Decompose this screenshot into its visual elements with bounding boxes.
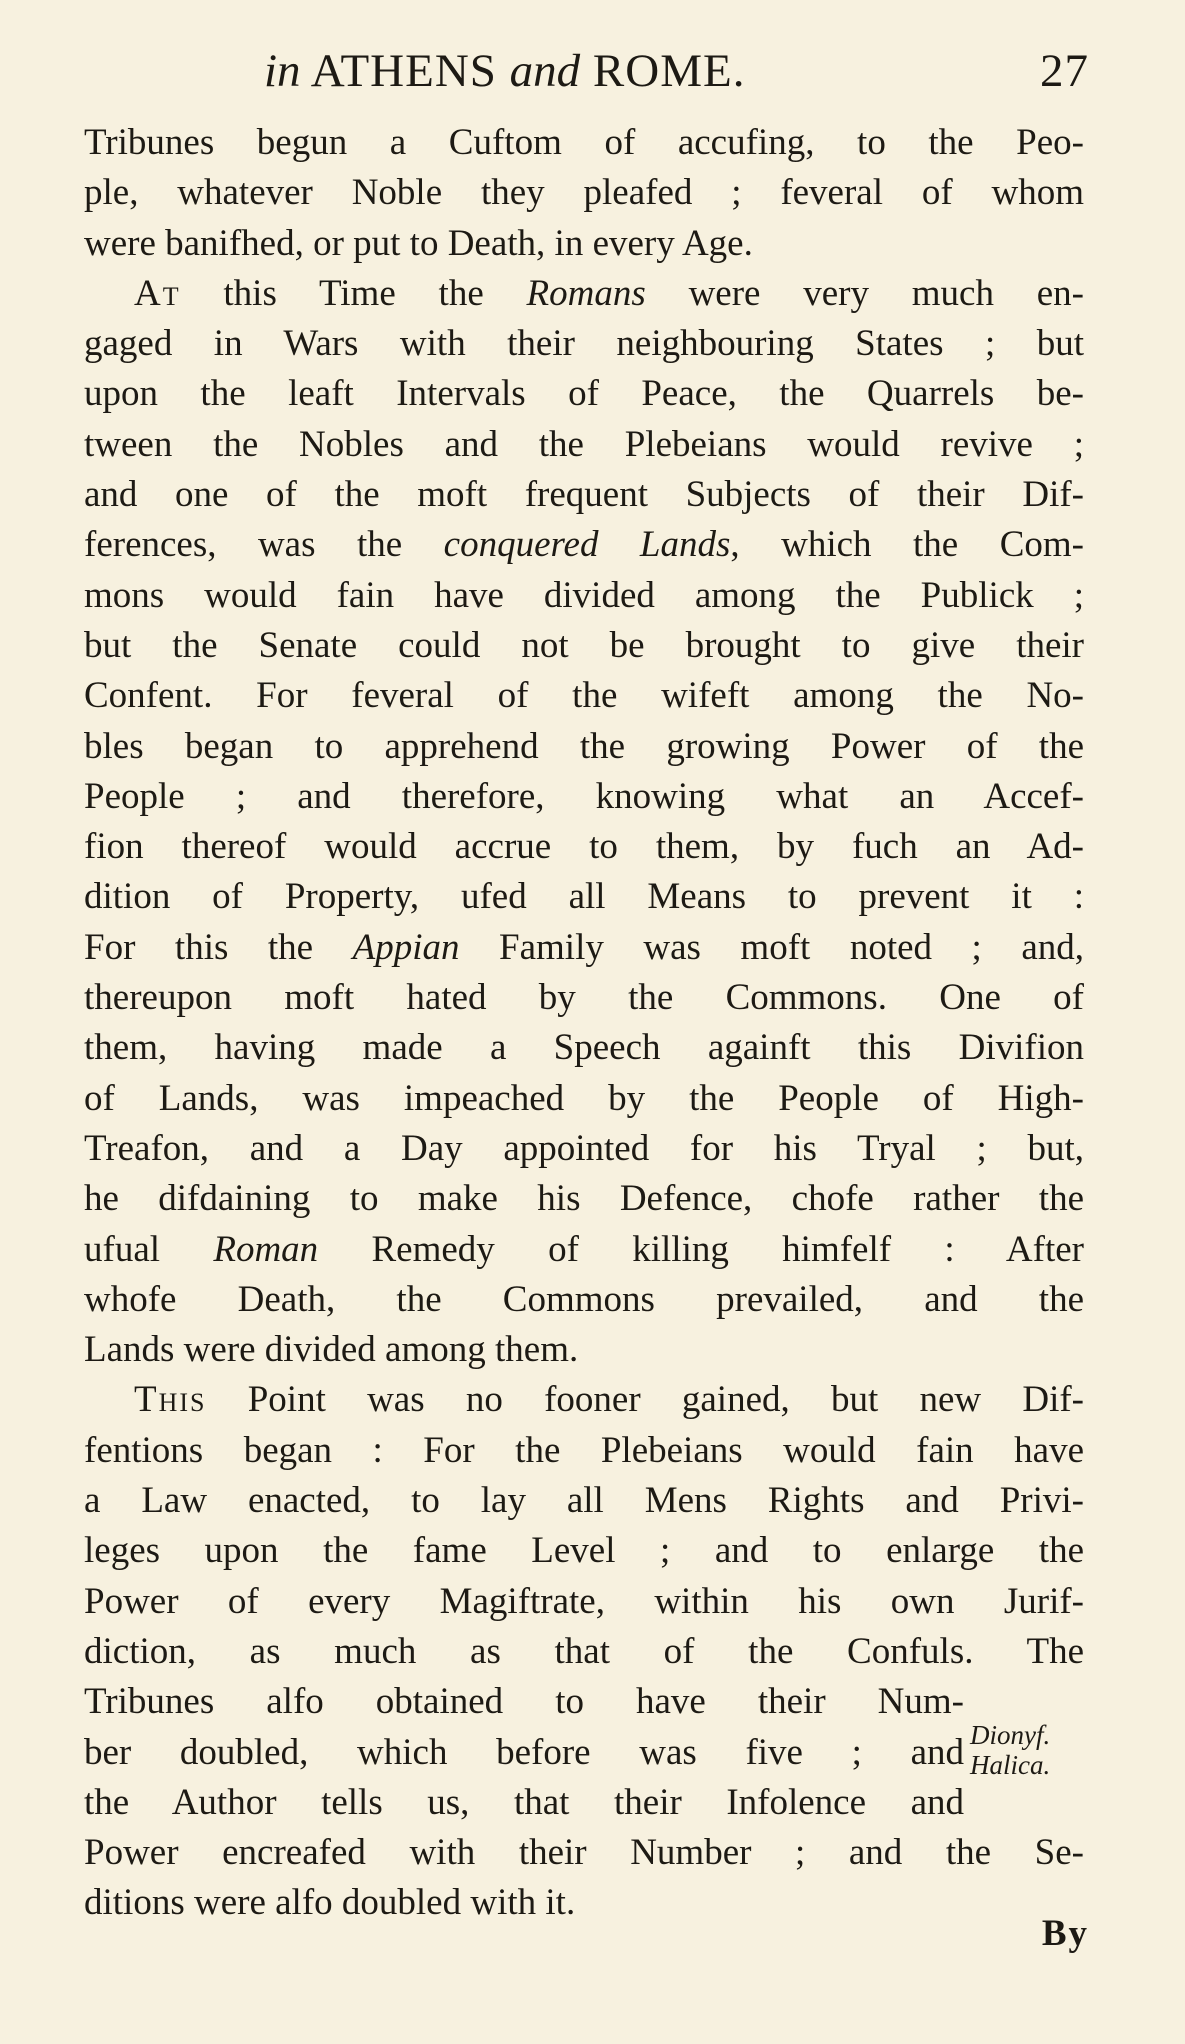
text-line: tween the Nobles and the Plebeians would revive ; <box>84 423 1084 465</box>
text-line: ditions were alfo doubled with it. <box>84 1882 576 1924</box>
text-line: fion thereof would accrue to them, by fuch an Ad- <box>84 826 1084 868</box>
text-line: bles began to apprehend the growing Power of the <box>84 725 1084 767</box>
text-line: Power encreafed with their Number ; and the Se- <box>84 1832 1084 1874</box>
text-line: Confent. For feveral of the wifeft among the No- <box>84 675 1084 717</box>
text-line <box>84 1225 1084 1275</box>
text-line: of Lands, was impeached by the People of High- <box>84 1077 1084 1119</box>
text-line: whofe Death, the Commons prevailed, and the <box>84 1278 1084 1320</box>
text-line: and one of the moft frequent Subjects of their Dif- <box>84 474 1084 516</box>
marginal-note-line: Dionyf. <box>970 1720 1051 1750</box>
text-line: dition of Property, ufed all Means to prevent it : <box>84 876 1084 918</box>
marginal-note-line: Halica. <box>970 1750 1051 1780</box>
text-line: ple, whatever Noble they pleafed ; feveral of whom <box>84 172 1084 214</box>
text-run: For this the <box>84 926 353 968</box>
text-run: ferences, was the <box>84 524 444 566</box>
text-line: thereupon moft hated by the Commons. One of <box>84 977 1084 1019</box>
body-text <box>84 118 1084 1929</box>
text-line: ber doubled, which before was five ; and <box>84 1731 964 1773</box>
header-word2: ROME. <box>592 45 746 97</box>
text-run: Point was no fooner gained, but new Dif- <box>206 1379 1084 1421</box>
text-run: Remedy of killing himfelf : After <box>318 1228 1084 1270</box>
small-caps-word: At <box>134 272 181 314</box>
text-run: this Time the <box>180 272 527 314</box>
italic-word: Appian <box>352 926 460 968</box>
italic-word: Roman <box>213 1228 319 1270</box>
text-line <box>84 923 1084 973</box>
running-header <box>84 44 1089 104</box>
header-conj: and <box>509 45 581 97</box>
text-line: diction, as much as that of the Confuls. The <box>84 1630 1084 1672</box>
small-caps-word: This <box>134 1379 207 1421</box>
text-line: the Author tells us, that their Infolence and <box>84 1781 964 1823</box>
paragraph-start-line <box>84 1375 1084 1425</box>
text-run: , which the Com- <box>730 524 1084 566</box>
text-run: were very much en- <box>645 272 1084 314</box>
text-line: gaged in Wars with their neighbouring States ; but <box>84 323 1084 365</box>
text-line: upon the leaft Intervals of Peace, the Quarrels be- <box>84 373 1084 415</box>
text-line: People ; and therefore, knowing what an Accef- <box>84 775 1084 817</box>
text-line: them, having made a Speech againft this Divifion <box>84 1027 1084 1069</box>
text-line: were banifhed, or put to Death, in every Age. <box>84 222 753 264</box>
paragraph-start-line <box>84 269 1084 319</box>
italic-phrase: conquered Lands <box>443 524 731 566</box>
marginal-note <box>970 1720 1050 1780</box>
italic-word: Romans <box>526 272 646 314</box>
text-line: he difdaining to make his Defence, chofe rather the <box>84 1178 1084 1220</box>
text-run: ufual <box>84 1228 214 1270</box>
catchword: By <box>1041 1913 1089 1954</box>
header-word1: ATHENS <box>310 45 497 97</box>
text-line: mons would fain have divided among the Publick ; <box>84 574 1084 616</box>
header-pre: in <box>264 45 301 97</box>
text-line <box>84 520 1084 570</box>
text-line: Tribunes alfo obtained to have their Num- <box>84 1681 964 1723</box>
text-line: Lands were divided among them. <box>84 1329 579 1371</box>
text-line: leges upon the fame Level ; and to enlarge the <box>84 1530 1084 1572</box>
text-line: Tribunes begun a Cuftom of accufing, to the Peo- <box>84 122 1084 163</box>
text-line: Treafon, and a Day appointed for his Tryal ; but, <box>84 1127 1084 1169</box>
running-title <box>264 44 745 98</box>
text-line: but the Senate could not be brought to give their <box>84 624 1084 666</box>
text-line: a Law enacted, to lay all Mens Rights and Privi- <box>84 1480 1084 1522</box>
page-number: 27 <box>1040 45 1089 97</box>
text-run: Family was moft noted ; and, <box>459 926 1084 968</box>
text-line: fentions began : For the Plebeians would fain have <box>84 1429 1084 1471</box>
text-line: Power of every Magiftrate, within his own Jurif- <box>84 1580 1084 1622</box>
